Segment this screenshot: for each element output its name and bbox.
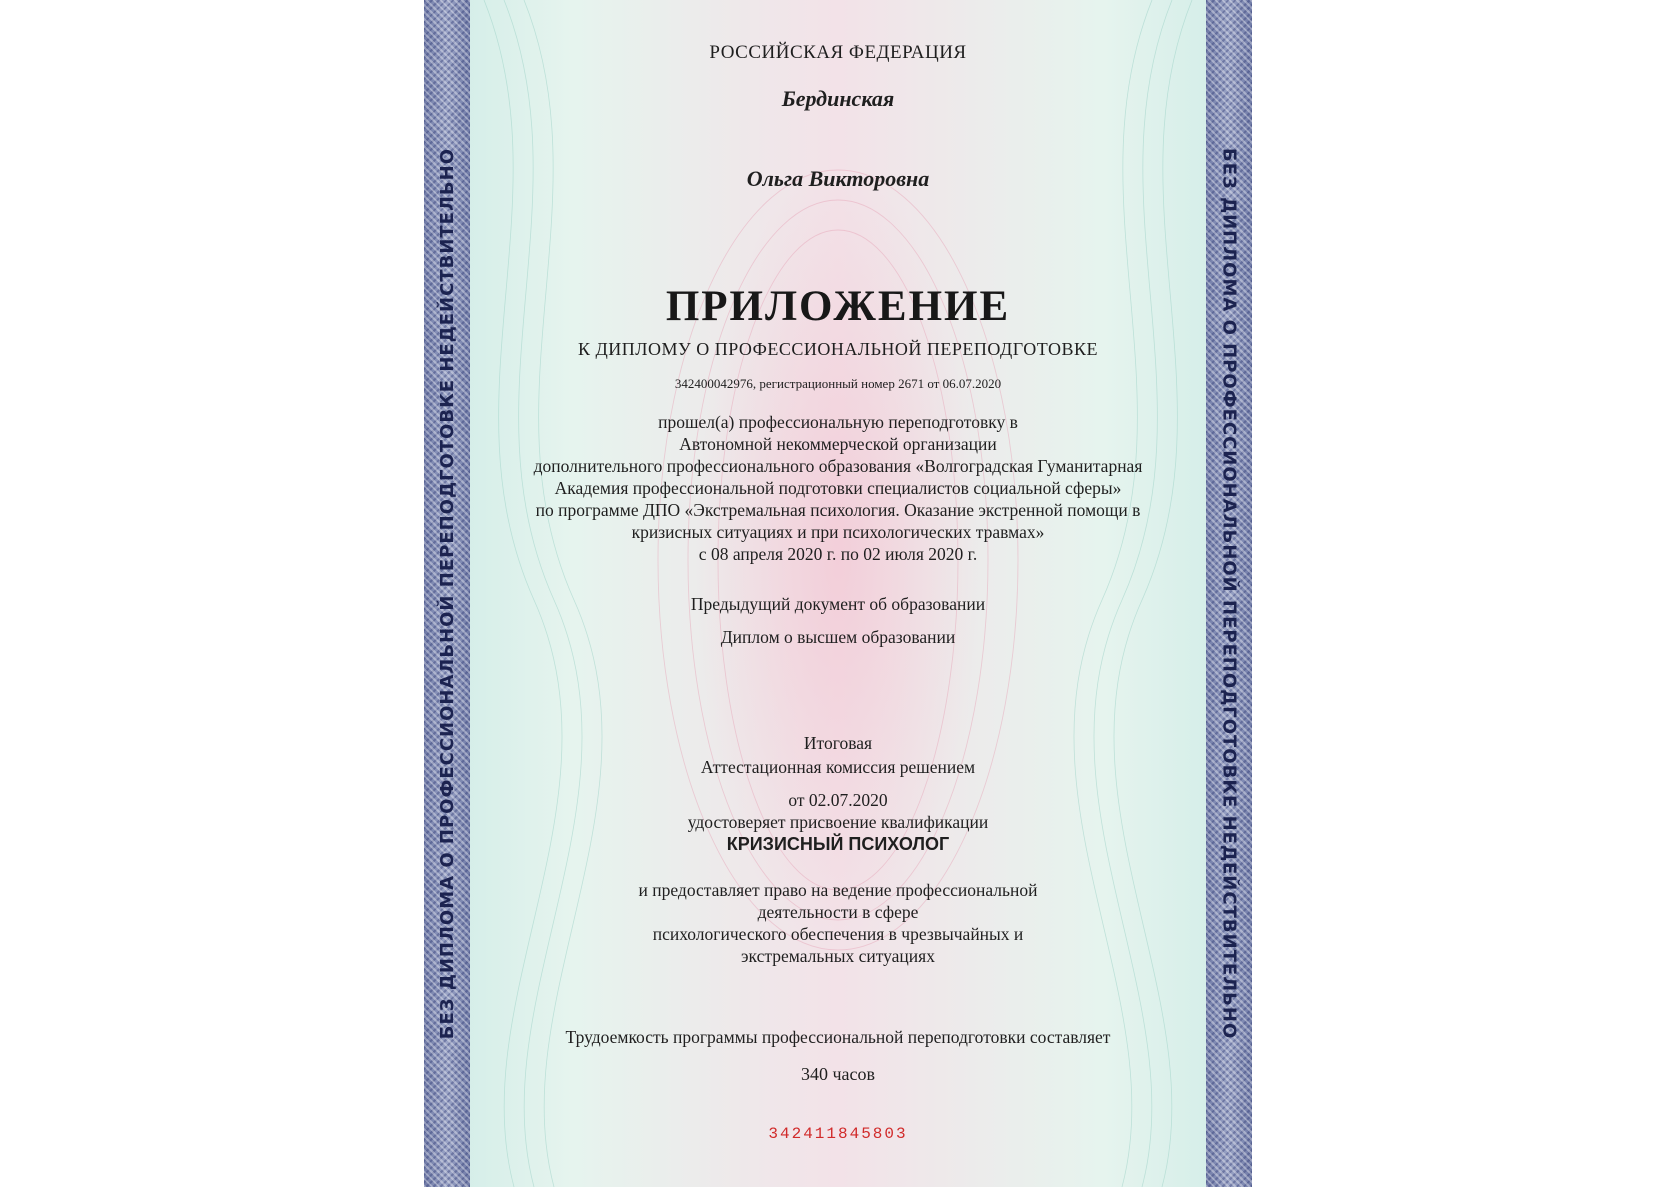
country-heading: РОССИЙСКАЯ ФЕДЕРАЦИЯ bbox=[709, 42, 967, 63]
training-line: прошел(а) профессиональную переподготовку в bbox=[658, 412, 1018, 432]
registration-number: 342400042976, регистрационный номер 2671 от 06.07.2020 bbox=[674, 376, 1002, 391]
document-title: ПРИЛОЖЕНИЕ bbox=[665, 283, 1011, 330]
qualification-title: КРИЗИСНЫЙ ПСИХОЛОГ bbox=[726, 834, 950, 854]
training-line: Академия профессиональной подготовки специалистов социальной сферы» bbox=[554, 478, 1122, 498]
previous-document-label: Предыдущий документ об образовании bbox=[690, 594, 986, 614]
left-border-text: БЕЗ ДИПЛОМА О ПРОФЕССИОНАЛЬНОЙ ПЕРЕПОДГОТОВКЕ НЕДЕЙСТВИТЕЛЬНО bbox=[436, 147, 458, 1040]
training-period: с 08 апреля 2020 г. по 02 июля 2020 г. bbox=[698, 544, 978, 564]
training-line: кризисных ситуациях и при психологических травмах» bbox=[631, 522, 1045, 542]
rights-line: и предоставляет право на ведение профессиональной bbox=[638, 880, 1038, 900]
holder-surname: Бердинская bbox=[781, 86, 895, 111]
workload-label: Трудоемкость программы профессиональной переподготовки составляет bbox=[565, 1027, 1111, 1047]
training-line: дополнительного профессионального образования «Волгоградская Гуманитарная bbox=[533, 456, 1143, 476]
commission-date: от 02.07.2020 bbox=[788, 790, 888, 810]
workload-hours: 340 часов bbox=[800, 1064, 876, 1084]
document-content bbox=[424, 0, 1252, 1187]
commission-line: Итоговая bbox=[803, 733, 873, 753]
rights-line: психологического обеспечения в чрезвычайных и bbox=[652, 924, 1024, 944]
certifies-text: удостоверяет присвоение квалификации bbox=[687, 812, 989, 832]
serial-number: 342411845803 bbox=[768, 1125, 908, 1143]
rights-line: экстремальных ситуациях bbox=[741, 946, 935, 966]
right-border-text: БЕЗ ДИПЛОМА О ПРОФЕССИОНАЛЬНОЙ ПЕРЕПОДГОТОВКЕ НЕДЕЙСТВИТЕЛЬНО bbox=[1218, 147, 1240, 1040]
diploma-appendix-document bbox=[424, 0, 1252, 1187]
document-subtitle: К ДИПЛОМУ О ПРОФЕССИОНАЛЬНОЙ ПЕРЕПОДГОТОВКЕ bbox=[577, 339, 1099, 359]
training-line: по программе ДПО «Экстремальная психология. Оказание экстренной помощи в bbox=[535, 500, 1141, 520]
rights-line: деятельности в сфере bbox=[757, 902, 919, 922]
commission-line: Аттестационная комиссия решением bbox=[700, 757, 976, 777]
holder-given-names: Ольга Викторовна bbox=[746, 166, 930, 191]
training-line: Автономной некоммерческой организации bbox=[679, 434, 997, 454]
previous-document-value: Диплом о высшем образовании bbox=[720, 627, 956, 647]
